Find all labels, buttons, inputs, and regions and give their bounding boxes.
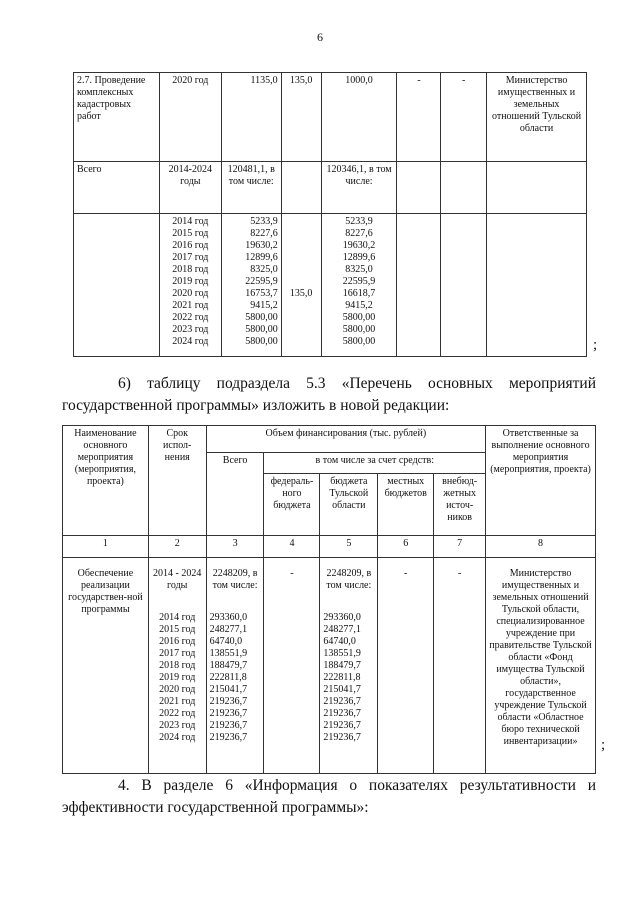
list-value: 2021 год (159, 696, 196, 707)
t1-regional (321, 214, 397, 357)
h-name: Наименование основного мероприятия (мероприятия, проекта) (63, 426, 149, 536)
list-value: 2023 год (172, 324, 209, 335)
h-regional: бюджета Тульской области (320, 474, 378, 536)
list-value: 248277,1 (209, 624, 248, 635)
semicolon-1: ; (593, 337, 598, 353)
list-value: 2020 год (159, 684, 196, 695)
t1-row2-name: Всего (74, 162, 160, 214)
list-value: 8325,0 (345, 264, 373, 275)
t1-totals (221, 214, 281, 357)
page-number: 6 (317, 30, 323, 44)
list-value: 2024 год (159, 732, 196, 743)
list-value: 219236,7 (323, 696, 361, 707)
list-value: 9415,2 (345, 300, 373, 311)
list-value: 22595,9 (245, 276, 278, 287)
t1-row1-total: 1135,0 (221, 73, 281, 162)
list-value: 8227,6 (250, 228, 278, 239)
list-value: 2019 год (159, 672, 196, 683)
list-value: 2017 год (172, 252, 209, 263)
list-value: 215041,7 (323, 684, 361, 695)
list-value: 16618,7 (342, 288, 376, 299)
list-value: 64740,0 (323, 636, 356, 647)
list-value: 2019 год (172, 276, 209, 287)
list-value: 219236,7 (209, 732, 248, 743)
t1-row2-period: 2014-2024 годы (159, 162, 221, 214)
list-value: 5800,00 (245, 336, 278, 347)
list-value: 293360,0 (323, 612, 361, 623)
t1-federal (281, 214, 321, 357)
list-value: 219236,7 (323, 708, 361, 719)
period-range: 2014 - 2024 годы (153, 568, 202, 591)
t1-row1-extra: - (441, 73, 487, 162)
t1-years (159, 214, 221, 357)
list-value: 2017 год (159, 648, 196, 659)
col-num-1: 1 (63, 536, 149, 558)
list-value: 219236,7 (209, 696, 248, 707)
list-value: 2021 год (172, 300, 209, 311)
list-value: 293360,0 (209, 612, 248, 623)
list-value: 19630,2 (342, 240, 376, 251)
list-value: 215041,7 (209, 684, 248, 695)
list-value: 12899,6 (342, 252, 376, 263)
list-value: 2014 год (172, 216, 209, 227)
list-value: 12899,6 (245, 252, 278, 263)
total-cell (206, 558, 264, 774)
list-value: 2014 год (159, 612, 196, 623)
list-value: 5233,9 (345, 216, 373, 227)
h-period: Срок испол-нения (148, 426, 206, 536)
t1-row1-resp: Министерство имущественных и земельных отношений Тульской области (487, 73, 587, 162)
list-value: 138551,9 (323, 648, 361, 659)
federal-dash: - (264, 558, 320, 774)
col-num-6: 6 (378, 536, 434, 558)
local-dash: - (378, 558, 434, 774)
t2-totals (210, 612, 261, 744)
list-value: 64740,0 (209, 636, 243, 647)
list-value: 2015 год (172, 228, 209, 239)
t2-years (152, 612, 203, 744)
extra-dash: - (434, 558, 486, 774)
list-value: 2015 год (159, 624, 196, 635)
list-value: 2023 год (159, 720, 196, 731)
t1-row1-regional: 1000,0 (321, 73, 397, 162)
total-head: 2248209, в том числе: (212, 568, 258, 591)
t1-row2-total: 120481,1, в том числе: (221, 162, 281, 214)
list-value: 219236,7 (323, 720, 361, 731)
t1-row1-local: - (397, 73, 441, 162)
col-num-4: 4 (264, 536, 320, 558)
list-value: 219236,7 (323, 732, 361, 743)
list-value: 5800,00 (342, 312, 376, 323)
paragraph-4: 4. В разделе 6 «Информация о показателях результативности и эффективности государственной программы»: (62, 777, 596, 816)
list-value: 2018 год (172, 264, 209, 275)
list-value: 2024 год (172, 336, 209, 347)
col-num-3: 3 (206, 536, 264, 558)
list-value: 22595,9 (342, 276, 376, 287)
h-federal: федераль-ного бюджета (264, 474, 320, 536)
list-value: 2020 год (172, 288, 209, 299)
list-value: 138551,9 (209, 648, 248, 659)
list-value: 5800,00 (245, 312, 278, 323)
list-value: 16753,7 (245, 288, 278, 299)
responsible: Министерство имущественных и земельных отношений Тульской области, специализированное учреждение при правительстве Тульской области «Фонд имущества Тульской области», государственное учреждение Тульской области «Областное бюро технической инвентаризации» (486, 558, 596, 774)
list-value: 219236,7 (209, 708, 248, 719)
list-value: 2022 год (159, 708, 196, 719)
h-local: местных бюджетов (378, 474, 434, 536)
list-value: 5800,00 (342, 336, 376, 347)
list-value: 8325,0 (250, 264, 278, 275)
main-activities-table (62, 425, 596, 774)
col-num-5: 5 (320, 536, 378, 558)
col-num-2: 2 (148, 536, 206, 558)
list-value: 8227,6 (345, 228, 373, 239)
list-value: 2018 год (159, 660, 196, 671)
list-value: 2016 год (172, 240, 209, 251)
h-incl: в том числе за счет средств: (264, 453, 486, 474)
col-num-7: 7 (434, 536, 486, 558)
activity-name: Обеспечение реализации государствен-ной программы (63, 558, 149, 774)
t1-federal-2020: 135,0 (289, 288, 313, 299)
table-continuation (73, 72, 587, 357)
h-total: Всего (206, 453, 264, 536)
list-value: 222811,8 (323, 672, 361, 683)
list-value: 5800,00 (245, 324, 278, 335)
list-value: 222811,8 (209, 672, 247, 683)
list-value: 248277,1 (323, 624, 361, 635)
h-resp: Ответственные за выполнение основного мероприятия (мероприятия, проекта) (486, 426, 596, 536)
list-value: 188479,7 (323, 660, 361, 671)
regional-head: 2248209, в том числе: (326, 568, 372, 591)
semicolon-2: ; (601, 737, 606, 753)
list-value: 5800,00 (342, 324, 376, 335)
t1-row2-regional: 120346,1, в том числе: (321, 162, 397, 214)
list-value: 2016 год (159, 636, 196, 647)
h-volume: Объем финансирования (тыс. рублей) (206, 426, 485, 453)
paragraph-6: 6) таблицу подраздела 5.3 «Перечень основных мероприятий государственной программы» изложить в новой редакции: (62, 375, 596, 414)
t1-row1-federal: 135,0 (281, 73, 321, 162)
period-cell (148, 558, 206, 774)
list-value: 19630,2 (245, 240, 278, 251)
t1-row1-period: 2020 год (159, 73, 221, 162)
list-value: 2022 год (172, 312, 209, 323)
list-value: 219236,7 (209, 720, 248, 731)
t2-regional (323, 612, 374, 744)
list-value: 5233,9 (250, 216, 278, 227)
regional-cell (320, 558, 378, 774)
list-value: 9415,2 (250, 300, 278, 311)
t1-row1-name: 2.7. Проведение комплексных кадастровых работ (74, 73, 160, 162)
h-extra: внебюд-жетных источ-ников (434, 474, 486, 536)
col-num-8: 8 (486, 536, 596, 558)
list-value: 188479,7 (209, 660, 248, 671)
